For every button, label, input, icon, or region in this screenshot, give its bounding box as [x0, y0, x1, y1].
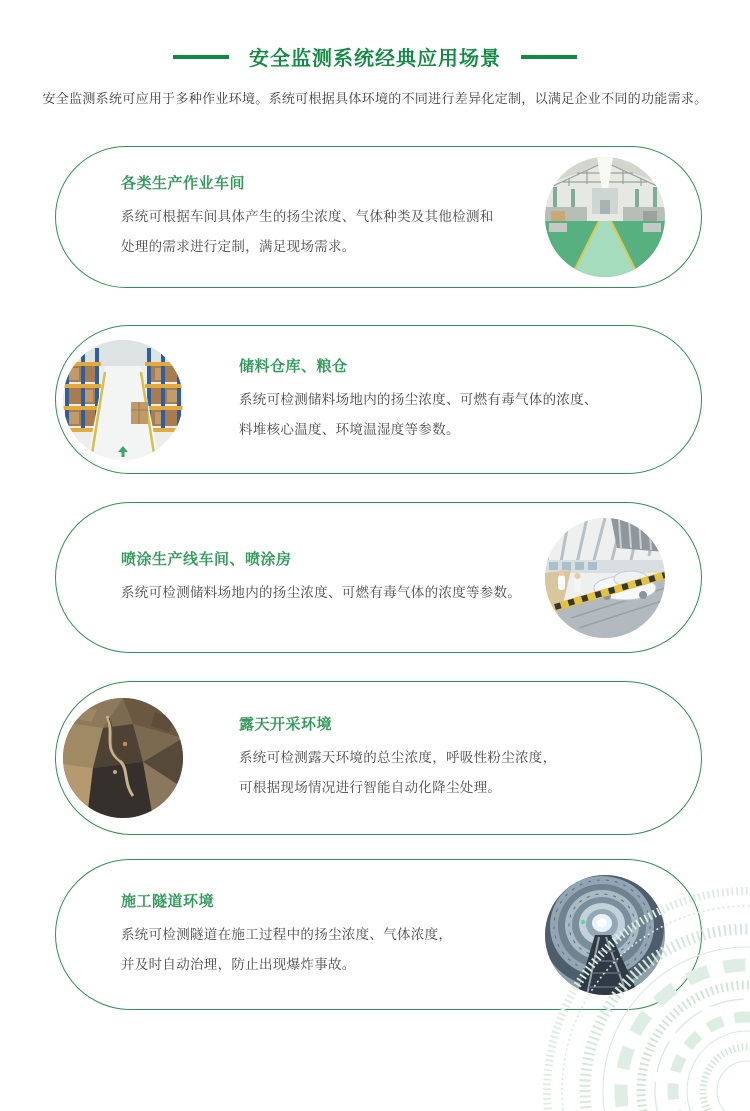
- title-dash-left-icon: [173, 55, 229, 59]
- spray-paint-line-photo: [545, 518, 665, 638]
- card-title: 施工隧道环境: [121, 892, 215, 910]
- card-title: 露天开采环境: [239, 716, 333, 733]
- card-title: 储料仓库、粮仓: [239, 357, 348, 375]
- title-dash-right-icon: [521, 55, 577, 59]
- card-line: 系统可检测隧道在施工过程中的扬尘浓度、气体浓度，: [121, 926, 453, 942]
- card-line: 处理的需求进行定制，满足现场需求。: [121, 239, 356, 254]
- card-title: 各类生产作业车间: [121, 175, 246, 192]
- card-text-block: [56, 682, 701, 834]
- scenario-card-open-pit: [55, 681, 702, 835]
- card-line: 可根据现场情况进行智能自动化降尘处理。: [239, 780, 502, 795]
- card-text-block: [56, 326, 701, 473]
- page-title: 安全监测系统经典应用场景: [249, 48, 501, 70]
- factory-workshop-photo: [545, 157, 665, 277]
- scenario-card-workshop: [55, 146, 702, 288]
- card-line: 系统可检测储料场地内的扬尘浓度、可燃有毒气体的浓度等参数。: [121, 584, 522, 600]
- card-line: 料堆核心温度、环境温湿度等参数。: [239, 421, 460, 437]
- page-subtitle: 安全监测系统可应用于多种作业环境。系统可根据具体环境的不同进行差异化定制，以满足企业不同的功能需求。: [42, 91, 708, 106]
- scenario-card-warehouse: [55, 325, 702, 474]
- card-line: 并及时自动治理，防止出现爆炸事故。: [121, 956, 356, 972]
- section-header: [0, 42, 750, 71]
- tech-circles-decoration: [495, 866, 750, 1111]
- card-line: 系统可检测露天环境的总尘浓度，呼吸性粉尘浓度，: [239, 750, 557, 765]
- scenario-card-spray-line: [55, 502, 702, 653]
- card-title: 喷涂生产线车间、喷涂房: [121, 550, 292, 568]
- card-line: 系统可根据车间具体产生的扬尘浓度、气体种类及其他检测和: [121, 209, 494, 224]
- card-line: 系统可检测储料场地内的扬尘浓度、可燃有毒气体的浓度、: [239, 391, 598, 407]
